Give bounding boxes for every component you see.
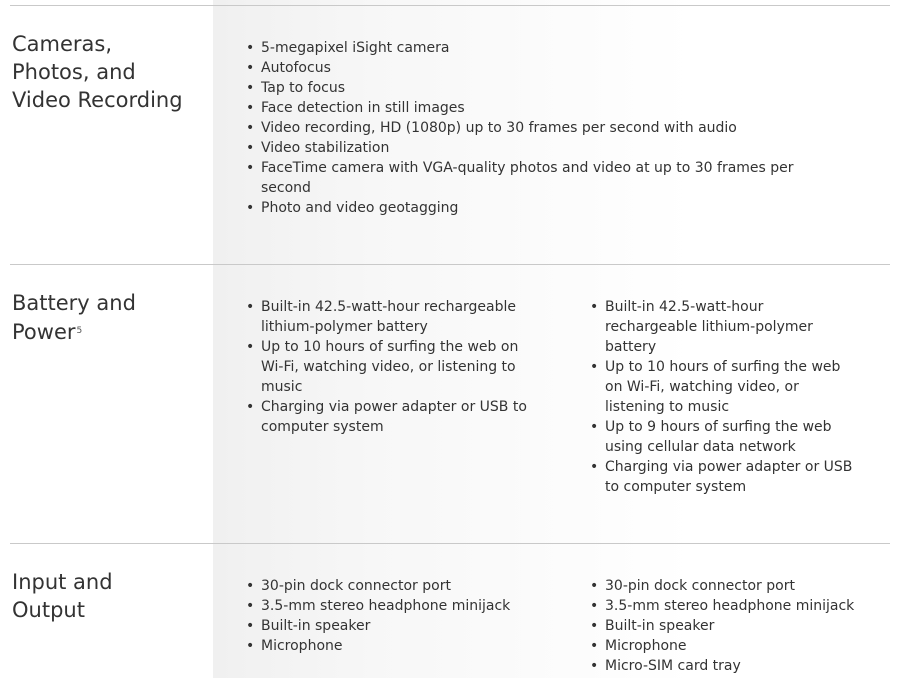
io-spec-list-cellular	[590, 576, 880, 676]
io-spec-list-wifi	[246, 576, 566, 656]
section-title-cameras	[12, 30, 212, 114]
list-item: • Micro-SIM card tray	[590, 656, 880, 676]
title-line: Input and	[12, 570, 113, 594]
list-item: • Up to 10 hours of surfing the web on Wi-Fi, watching video, or listening to music	[590, 357, 855, 417]
list-item: • FaceTime camera with VGA-quality photos and video at up to 30 frames per second	[246, 158, 806, 198]
list-item: • Built-in 42.5-watt-hour rechargeable lithium-polymer battery	[590, 297, 855, 357]
list-item: • Built-in speaker	[246, 616, 566, 636]
list-item: • Charging via power adapter or USB to computer system	[246, 397, 531, 437]
list-item: • 3.5-mm stereo headphone minijack	[590, 596, 880, 616]
section-title-input-output	[12, 568, 212, 624]
list-item: • Microphone	[590, 636, 880, 656]
list-item: • Built-in 42.5-watt-hour rechargeable lithium-polymer battery	[246, 297, 531, 337]
list-item: • Video stabilization	[246, 138, 806, 158]
title-text: Power	[12, 320, 76, 344]
list-item: • 5-megapixel iSight camera	[246, 38, 806, 58]
title-line	[12, 317, 212, 346]
list-item: • 3.5-mm stereo headphone minijack	[246, 596, 566, 616]
title-line: Cameras,	[12, 32, 113, 56]
battery-spec-list-wifi	[246, 297, 531, 437]
section-input-output	[10, 543, 890, 678]
title-line: Video Recording	[12, 88, 183, 112]
title-line: Output	[12, 598, 85, 622]
list-item: • Up to 10 hours of surfing the web on Wi-Fi, watching video, or listening to music	[246, 337, 531, 397]
list-item: • Microphone	[246, 636, 566, 656]
list-item: • Tap to focus	[246, 78, 806, 98]
section-cameras	[10, 5, 890, 264]
list-item: • Up to 9 hours of surfing the web using cellular data network	[590, 417, 855, 457]
list-item: • Photo and video geotagging	[246, 198, 806, 218]
section-battery	[10, 264, 890, 543]
cameras-spec-list	[246, 38, 806, 218]
footnote-link[interactable]: 5	[76, 326, 83, 336]
title-line: Photos, and	[12, 60, 136, 84]
battery-spec-list-cellular	[590, 297, 855, 497]
list-item: • Video recording, HD (1080p) up to 30 frames per second with audio	[246, 118, 806, 138]
list-item: • 30-pin dock connector port	[246, 576, 566, 596]
list-item: • Built-in speaker	[590, 616, 880, 636]
list-item: • Autofocus	[246, 58, 806, 78]
title-line: Battery and	[12, 291, 136, 315]
list-item: • 30-pin dock connector port	[590, 576, 880, 596]
list-item: • Charging via power adapter or USB to computer system	[590, 457, 855, 497]
section-title-battery	[12, 289, 212, 346]
list-item: • Face detection in still images	[246, 98, 806, 118]
